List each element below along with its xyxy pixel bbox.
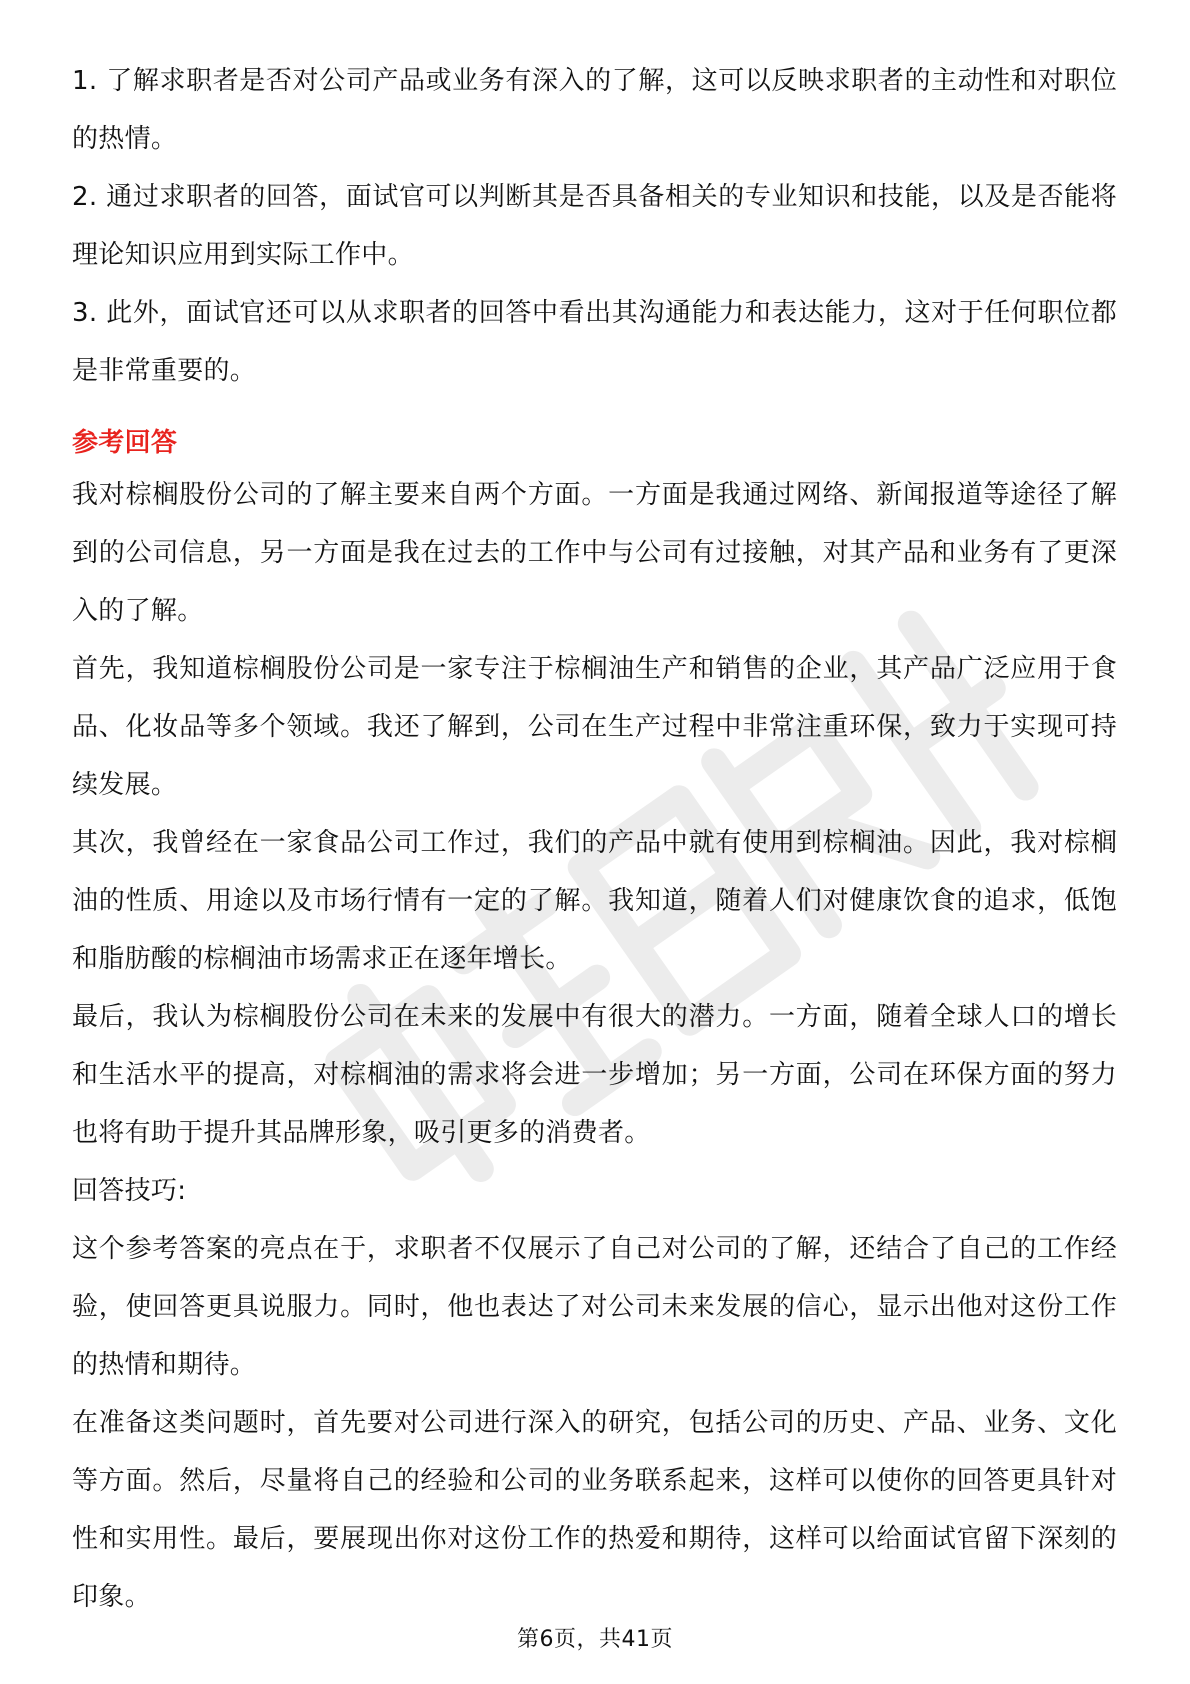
page-number: 第6页，共41页	[517, 1627, 673, 1652]
document-body	[72, 52, 1117, 1626]
tips-label: 回答技巧:	[72, 1176, 187, 1206]
answer-paragraph-1: 我对棕榈股份公司的了解主要来自两个方面。一方面是我通过网络、新闻报道等途径了解到的公司信息，另一方面是我在过去的工作中与公司有过接触，对其产品和业务有了更深入的了解。	[72, 480, 1117, 626]
answer-paragraph-4: 最后，我认为棕榈股份公司在未来的发展中有很大的潜力。一方面，随着全球人口的增长和生活水平的提高，对棕榈油的需求将会进一步增加；另一方面，公司在环保方面的努力也将有助于提升其品牌形象，吸引更多的消费者。	[72, 1002, 1117, 1148]
intent-item-2: 2. 通过求职者的回答，面试官可以判断其是否具备相关的专业知识和技能，以及是否能将理论知识应用到实际工作中。	[72, 182, 1117, 270]
intent-item-3: 3. 此外，面试官还可以从求职者的回答中看出其沟通能力和表达能力，这对于任何职位都是非常重要的。	[72, 298, 1117, 386]
answer-paragraph-2: 首先，我知道棕榈股份公司是一家专注于棕榈油生产和销售的企业，其产品广泛应用于食品、化妆品等多个领域。我还了解到，公司在生产过程中非常注重环保，致力于实现可持续发展。	[72, 654, 1117, 800]
intent-item-1: 1. 了解求职者是否对公司产品或业务有深入的了解，这可以反映求职者的主动性和对职位的热情。	[72, 66, 1117, 154]
reference-answer-heading: 参考回答	[72, 428, 178, 458]
tips-paragraph-2: 在准备这类问题时，首先要对公司进行深入的研究，包括公司的历史、产品、业务、文化等方面。然后，尽量将自己的经验和公司的业务联系起来，这样可以使你的回答更具针对性和实用性。最后，要展现出你对这份工作的热爱和期待，这样可以给面试官留下深刻的印象。	[72, 1408, 1117, 1612]
tips-paragraph-1: 这个参考答案的亮点在于，求职者不仅展示了自己对公司的了解，还结合了自己的工作经验，使回答更具说服力。同时，他也表达了对公司未来发展的信心，显示出他对这份工作的热情和期待。	[72, 1234, 1117, 1380]
answer-paragraph-3: 其次，我曾经在一家食品公司工作过，我们的产品中就有使用到棕榈油。因此，我对棕榈油的性质、用途以及市场行情有一定的了解。我知道，随着人们对健康饮食的追求，低饱和脂肪酸的棕榈油市场需求正在逐年增长。	[72, 828, 1117, 974]
